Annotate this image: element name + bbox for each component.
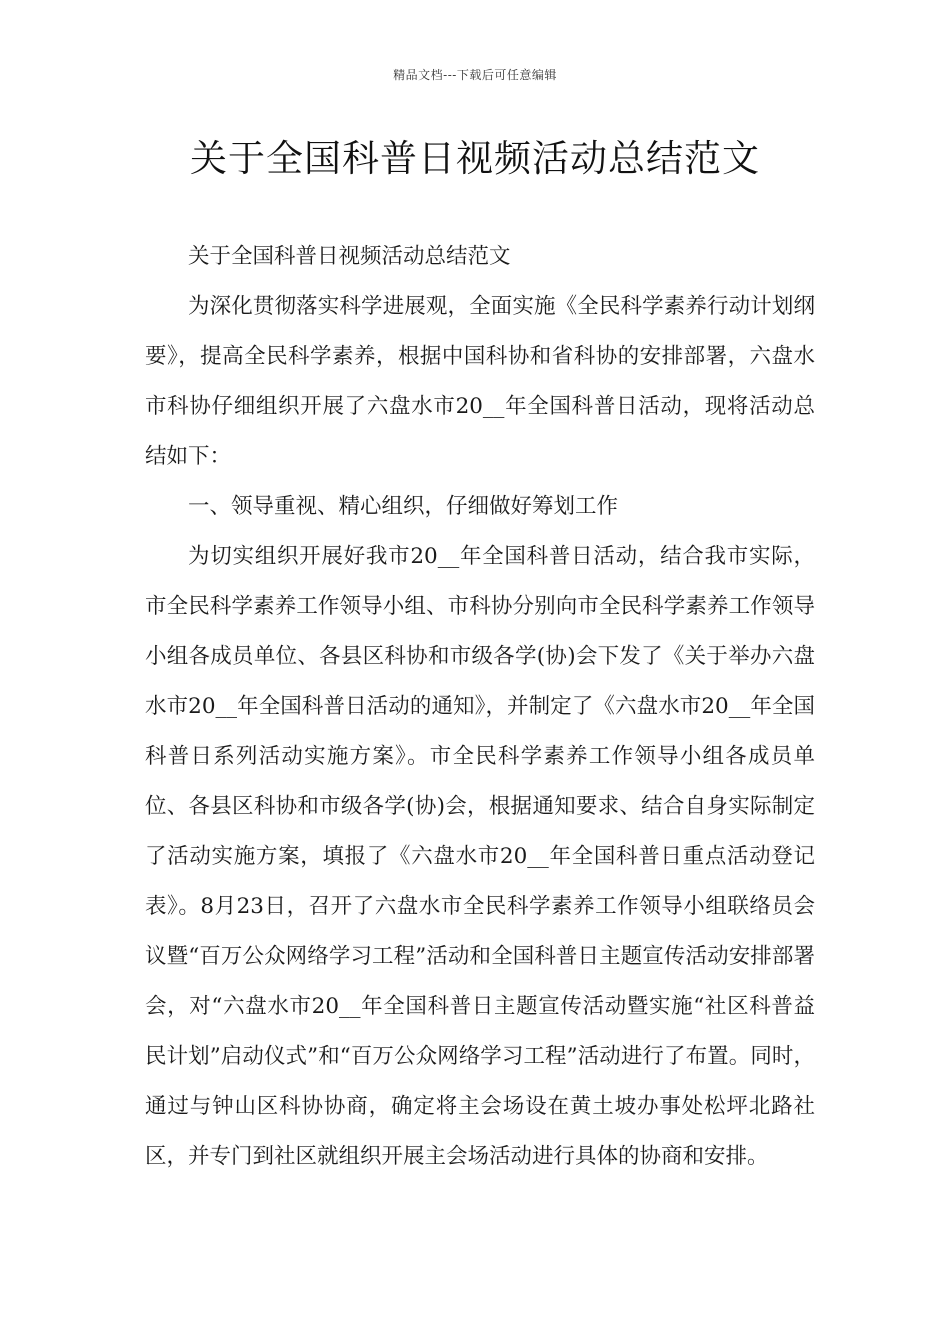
document-title: 关于全国科普日视频活动总结范文 — [190, 137, 760, 180]
section-heading: 一、领导重视、精心组织，仔细做好筹划工作 — [188, 494, 619, 519]
paragraph-intro: 为深化贯彻落实科学进展观，全面实施《全民科学素养行动计划纲要》，提高全民科学素养，根据中国科协和省科协的安排部署，六盘水市科协仔细组织开展了六盘水市20__年全国科普日活动，现将活动总结如下： — [145, 294, 815, 469]
header-note: 精品文档---下载后可任意编辑 — [393, 68, 557, 82]
paragraph-subtitle: 关于全国科普日视频活动总结范文 — [188, 244, 511, 269]
document-body — [145, 232, 815, 1182]
paragraph-section-body: 为切实组织开展好我市20__年全国科普日活动，结合我市实际，市全民科学素养工作领导小组、市科协分别向市全民科学素养工作领导小组各成员单位、各县区科协和市级各学(协)会下发了《关于举办六盘水市20__年全国科普日活动的通知》，并制定了《六盘水市20__年全国科普日系列活动实施方案》。市全民科学素养工作领导小组各成员单位、各县区科协和市级各学(协)会，根据通知要求、结合自身实际制定了活动实施方案，填报了《六盘水市20__年全国科普日重点活动登记表》。8月23日，召开了六盘水市全民科学素养工作领导小组联络员会议暨“百万公众网络学习工程”活动和全国科普日主题宣传活动安排部署会，对“六盘水市20__年全国科普日主题宣传活动暨实施“社区科普益民计划”启动仪式”和“百万公众网络学习工程”活动进行了布置。同时，通过与钟山区科协协商，确定将主会场设在黄土坡办事处松坪北路社区，并专门到社区就组织开展主会场活动进行具体的协商和安排。 — [145, 544, 815, 1169]
